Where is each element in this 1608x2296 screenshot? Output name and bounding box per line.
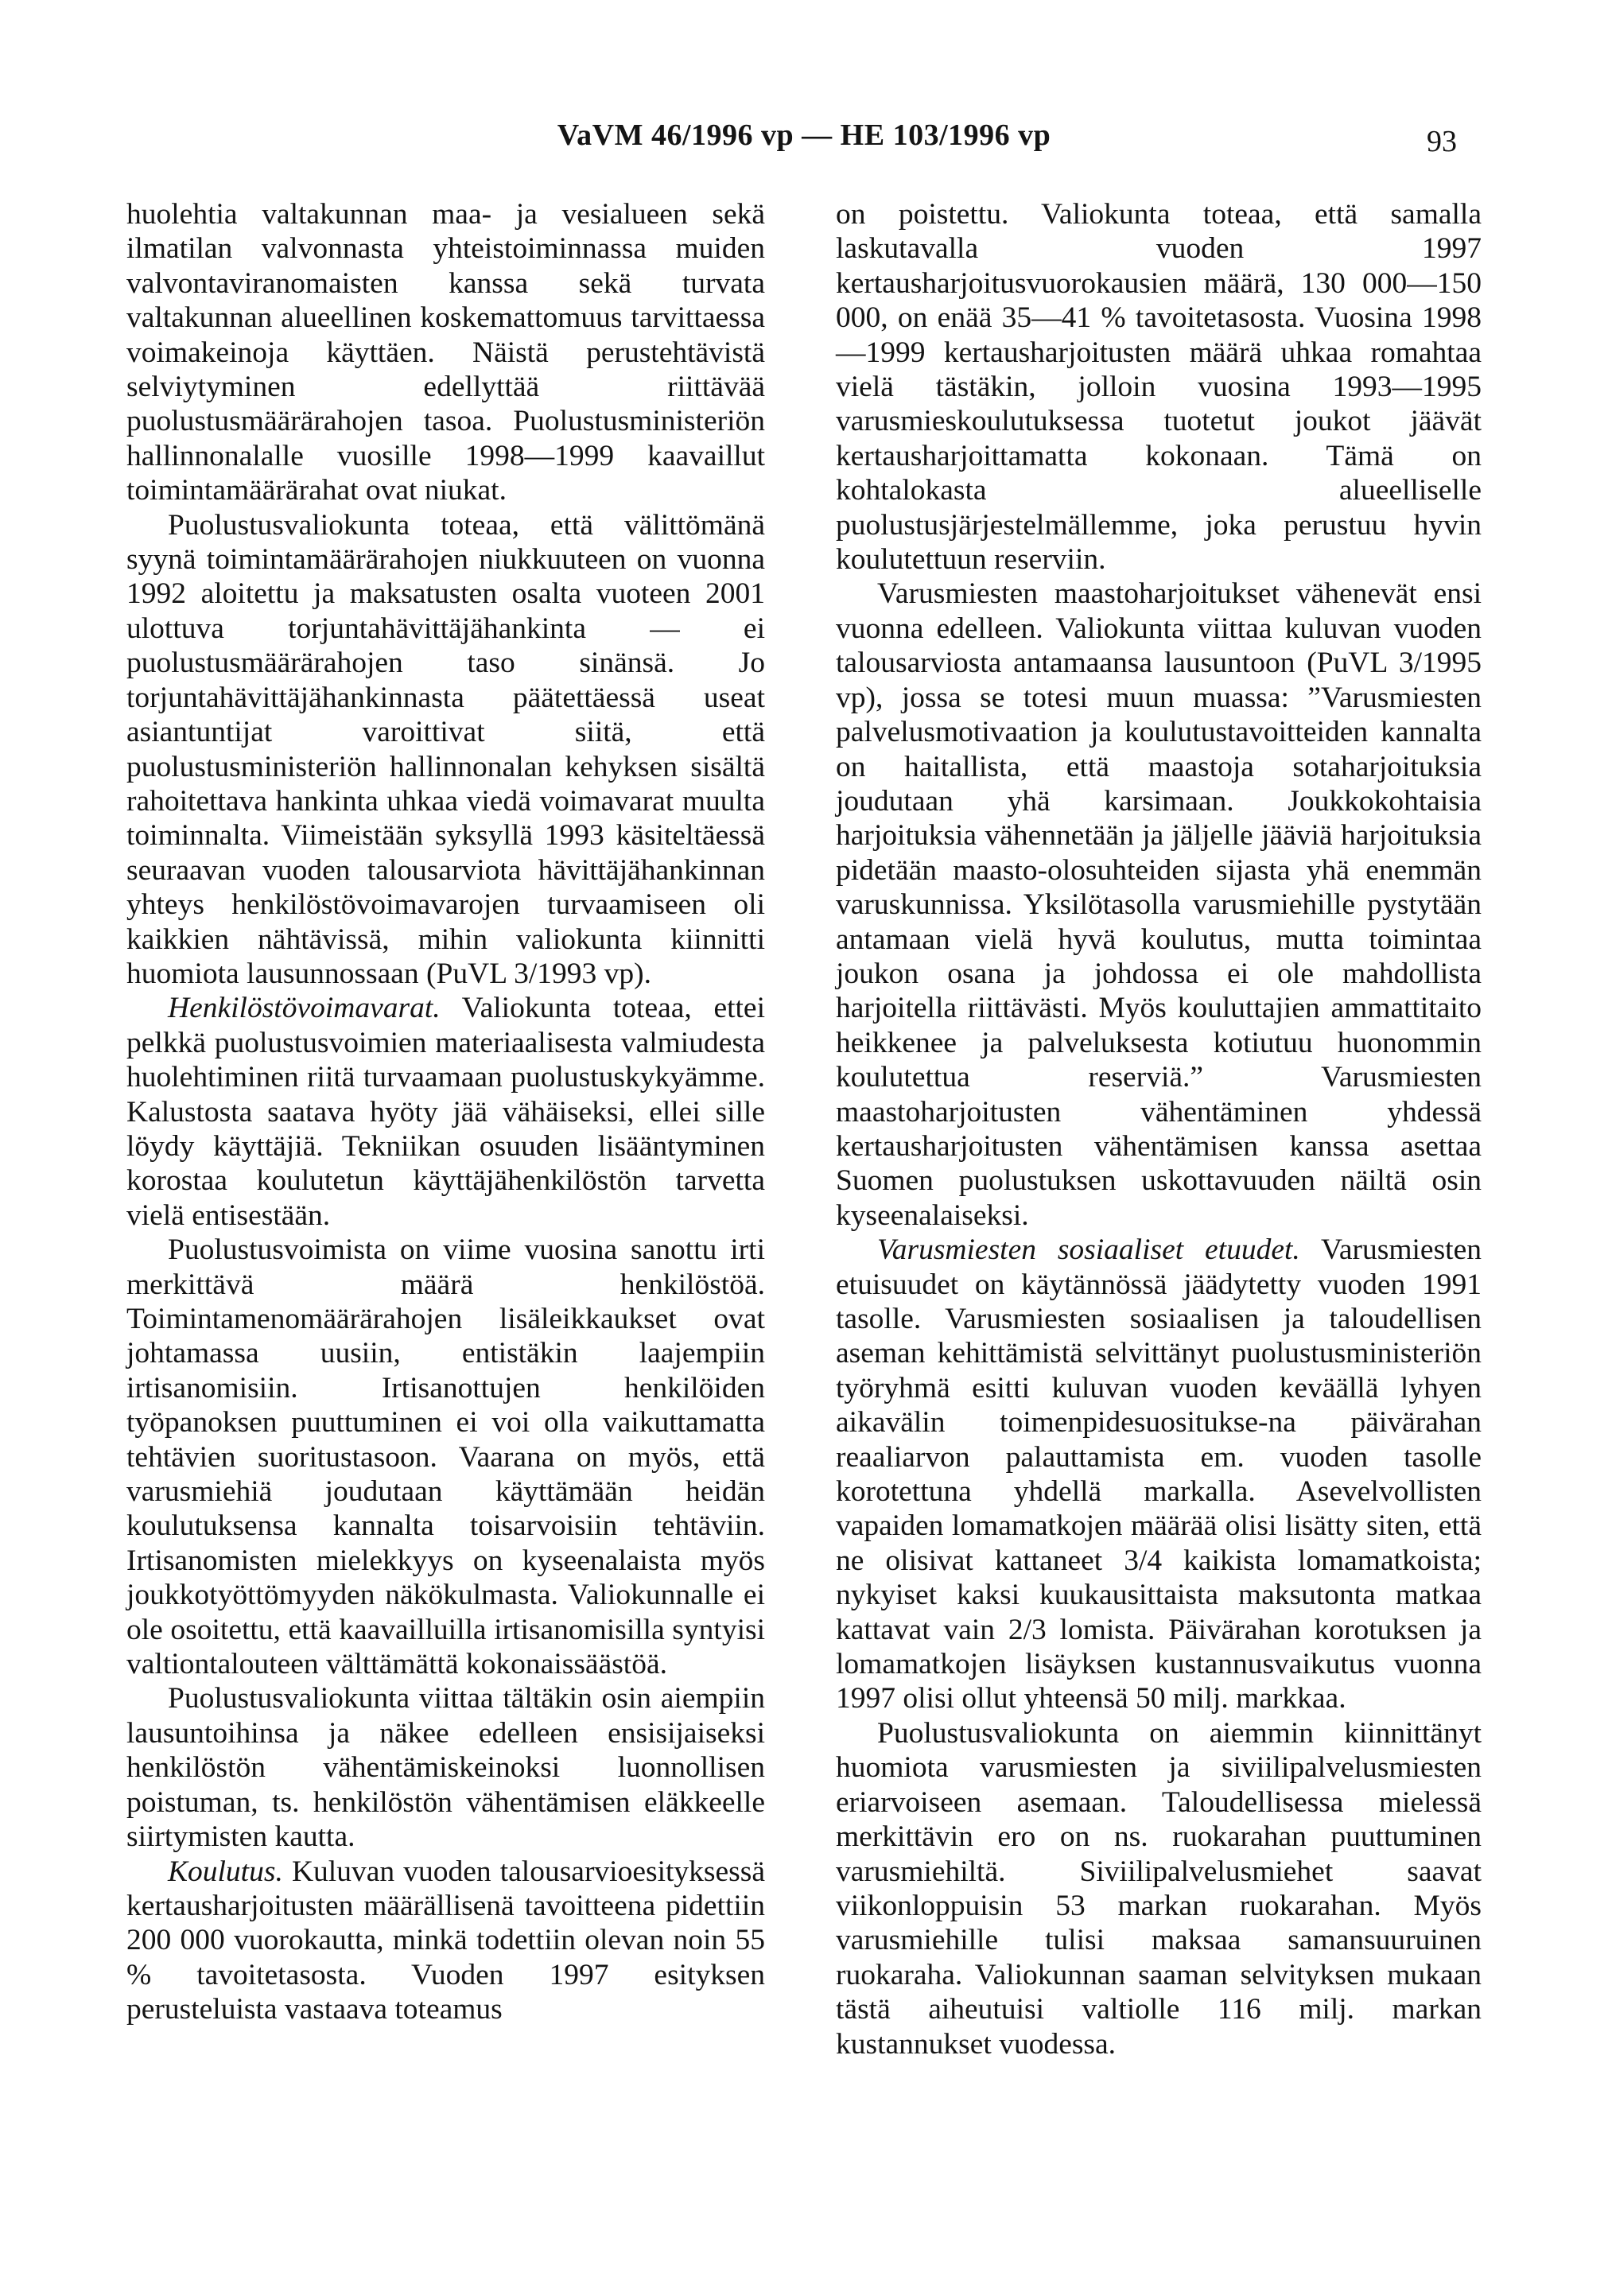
paragraph-text: Varusmiesten maastoharjoitukset vähenevät ensi vuonna edelleen. Valiokunta viittaa kuluvan vuoden talousarviosta antamaansa lausuntoon (PuVL 3/1995 vp), jossa se totesi muun muassa: ”Varusmiesten palvelusmotivaation ja koulutustavoitteiden kannalta on haitallista, että maastoja sotaharjoituksia joudutaan yhä karsimaan. Joukkokohtaisia harjoituksia vähennetään ja jäljelle jääviä harjoituksia pidetään maasto-olosuhteiden sijasta yhä enemmän varuskunnissa. Yksilötasolla varusmiehille pystytään antamaan vielä hyvä koulutus, mutta toimintaa joukon osana ja johdossa ei ole mahdollista harjoitella riittävästi. Myös kouluttajien ammattitaito heikkenee ja palveluksesta kotiutuu huonommin koulutettua reserviä.” Varusmiesten maastoharjoitusten vähentäminen yhdessä kertausharjoitusten vähentämisen kanssa asettaa Suomen puolustuksen uskottavuuden näiltä osin kyseenalaiseksi. [836, 577, 1482, 1232]
paragraph-text: Puolustusvoimista on viime vuosina sanottu irti merkittävä määrä henkilöstöä. Toimintamenomäärärahojen lisäleikkaukset ovat johtamassa uusiin, entistäkin laajempiin irtisanomisiin. Irtisanottujen henkilöiden työpanoksen puuttuminen ei voi olla vaikuttamatta tehtävien suoritustasoon. Vaarana on myös, että varusmiehiä joudutaan käyttämään heidän koulutuksensa kannalta toisarvoisiin tehtäviin. Irtisanomisten mielekkyys on kyseenalaista myös joukkotyöttömyyden näkökulmasta. Valiokunnalle ei ole osoitettu, että kaavailluilla irtisanomisilla syntyisi valtiontalouteen välttämättä kokonaissäästöä. [126, 1233, 765, 1681]
running-header: VaVM 46/1996 vp — HE 103/1996 vp [557, 118, 1051, 152]
paragraph-text: Puolustusvaliokunta on aiemmin kiinnittänyt huomiota varusmiesten ja siviilipalvelusmiesten eriarvoiseen asemaan. Taloudellisessa mielessä merkittävin ero on ns. ruokarahan puuttuminen varusmiehiltä. Siviilipalvelusmiehet saavat viikonloppuisin 53 markan ruokarahan. Myös varusmiehille tulisi maksaa samansuuruinen ruokaraha. Valiokunnan saaman selvityksen mukaan tästä aiheutuisi valtiolle 116 milj. markan kustannukset vuodessa. [836, 1716, 1482, 2061]
paragraph [126, 197, 765, 508]
paragraph [836, 1716, 1482, 2061]
left-column [126, 197, 765, 2027]
paragraph-text: Kuluvan vuoden talousarvioesityksessä kertausharjoitusten määrällisenä tavoitteena pidettiin 200 000 vuorokautta, minkä todettiin olevan noin 55 % tavoitetasosta. Vuoden 1997 esityksen perusteluista vastaava toteamus [126, 1855, 765, 2026]
paragraph-lead: Koulutus. [168, 1855, 283, 1888]
page-number: 93 [1427, 125, 1457, 158]
paragraph [126, 508, 765, 992]
paragraph-text: Varusmiesten etuisuudet on käytännössä jäädytetty vuoden 1991 tasolle. Varusmiesten sosiaalisen ja taloudellisen aseman kehittämistä selvittänyt puolustusministeriön työryhmä esitti kuluvan vuoden keväällä lyhyen aikavälin toimenpidesuositukse-na päivärahan reaaliarvon palauttamista em. vuoden tasolle korotettuna yhdellä markalla. Asevelvollisten vapaiden lomamatkojen määrää olisi lisätty siten, että ne olisivat kattaneet 3/4 kaikista lomamatkoista; nykyiset kaksi kuukausittaista maksutonta matkaa kattavat vain 2/3 lomista. Päivärahan korotuksen ja lomamatkojen lisäyksen kustannusvaikutus vuonna 1997 olisi ollut yhteensä 50 milj. markkaa. [836, 1233, 1482, 1715]
paragraph [126, 1681, 765, 1854]
paragraph [836, 1233, 1482, 1716]
paragraph-lead: Henkilöstövoimavarat. [168, 992, 441, 1025]
paragraph-text: huolehtia valtakunnan maa- ja vesialueen sekä ilmatilan valvonnasta yhteistoiminnassa muiden valvontaviranomaisten kanssa sekä turvata valtakunnan alueellinen koskemattomuus tarvittaessa voimakeinoja käyttäen. Näistä perustehtävistä selviytyminen edellyttää riittävää puolustusmäärärahojen tasoa. Puolustusministeriön hallinnonalalle vuosille 1998—1999 kaavaillut toimintamäärärahat ovat niukat. [126, 198, 765, 507]
paragraph-lead: Varusmiesten sosiaaliset etuudet. [877, 1233, 1300, 1267]
right-column [836, 197, 1482, 2061]
paragraph [836, 197, 1482, 577]
paragraph-text: Puolustusvaliokunta toteaa, että välittömänä syynä toimintamäärärahojen niukkuuteen on vuonna 1992 aloitettu ja maksatusten osalta vuoteen 2001 ulottuva torjuntahävittäjähankinta — ei puolustusmäärärahojen taso sinänsä. Jo torjuntahävittäjähankinnasta päätettäessä useat asiantuntijat varoittivat siitä, että puolustusministeriön hallinnonalan kehyksen sisältä rahoitettava hankinta uhkaa viedä voimavarat muulta toiminnalta. Viimeistään syksyllä 1993 käsiteltäessä seuraavan vuoden talousarviota hävittäjähankinnan yhteys henkilöstövoimavarojen turvaamiseen oli kaikkien nähtävissä, mihin valiokunta kiinnitti huomiota lausunnossaan (PuVL 3/1993 vp). [126, 508, 765, 990]
paragraph-text: Valiokunta toteaa, ettei pelkkä puolustusvoimien materiaalisesta valmiudesta huolehtiminen riitä turvaamaan puolustuskykyämme. Kalustosta saatava hyöty jää vähäiseksi, ellei sille löydy käyttäjiä. Tekniikan osuuden lisääntyminen korostaa koulutetun käyttäjähenkilöstön tarvetta vielä entisestään. [126, 992, 765, 1232]
paragraph-text: on poistettu. Valiokunta toteaa, että samalla laskutavalla vuoden 1997 kertausharjoitusvuorokausien määrä, 130 000—150 000, on enää 35—41 % tavoitetasosta. Vuosina 1998—1999 kertausharjoitusten määrä uhkaa romahtaa vielä tästäkin, jolloin vuosina 1993—1995 varusmieskoulutuksessa tuotetut joukot jäävät kertausharjoittamatta kokonaan. Tämä on kohtalokasta alueelliselle puolustusjärjestelmällemme, joka perustuu hyvin koulutettuun reserviin. [836, 198, 1482, 577]
paragraph [126, 991, 765, 1233]
paragraph [126, 1233, 765, 1681]
paragraph [836, 577, 1482, 1233]
paragraph-text: Puolustusvaliokunta viittaa tältäkin osin aiempiin lausuntoihinsa ja näkee edelleen ensisijaiseksi henkilöstön vähentämiskeinoksi luonnollisen poistuman, ts. henkilöstön vähentämisen eläkkeelle siirtymisten kautta. [126, 1682, 765, 1854]
paragraph [126, 1855, 765, 2027]
